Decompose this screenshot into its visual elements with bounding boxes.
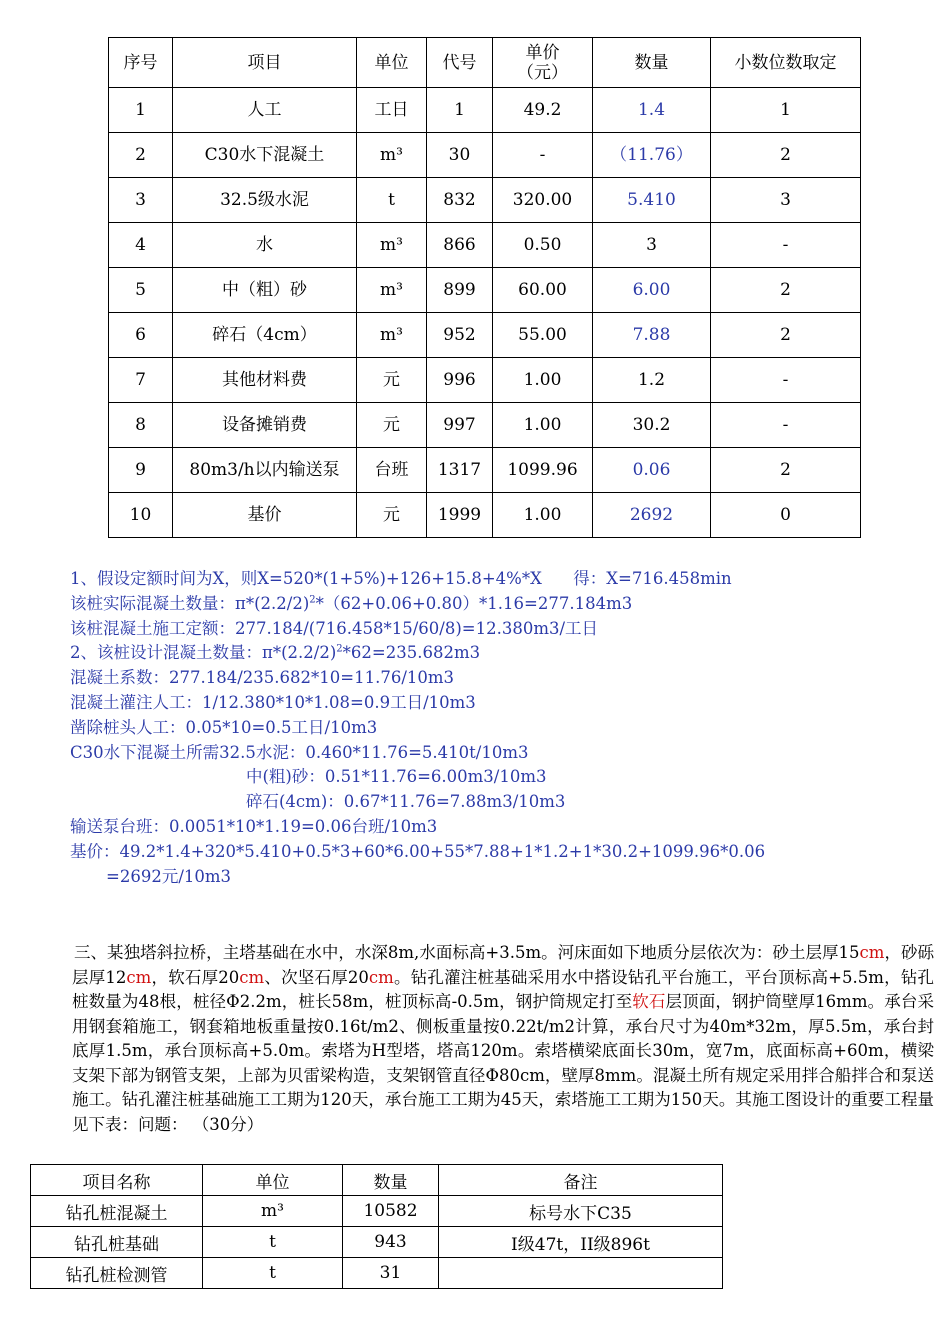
cell: 碎石（4cm） [173, 313, 357, 358]
cell-quantity: 30.2 [593, 403, 711, 448]
calc-line: 混凝土灌注人工：1/12.380*10*1.08=0.9工日/10m3 [70, 692, 476, 712]
cell: 866 [427, 223, 493, 268]
header-cell: 单位 [203, 1165, 343, 1196]
cell-quantity: 1.4 [593, 88, 711, 133]
cell: 水 [173, 223, 357, 268]
cell: 1.00 [493, 403, 593, 448]
calc-line: 该桩实际混凝土数量：$\pi*(2.2/2)^2*(62+0.06+0.80)*1.16=277.184m3$ [70, 593, 633, 613]
cell: 钻孔桩混凝土 [31, 1196, 203, 1227]
cell: - [711, 223, 861, 268]
cell-quantity: 2692 [593, 493, 711, 538]
cell: 2 [109, 133, 173, 178]
cell: 基价 [173, 493, 357, 538]
table-row [31, 1196, 723, 1227]
cell-quantity: 3 [593, 223, 711, 268]
table-row [109, 133, 861, 178]
cell: - [711, 403, 861, 448]
cell: 30 [427, 133, 493, 178]
cell: 1999 [427, 493, 493, 538]
cell: m³ [203, 1196, 343, 1227]
table-row [109, 268, 861, 313]
cell: 设备摊销费 [173, 403, 357, 448]
highlight-cm: cm [368, 967, 394, 987]
highlight-cm: cm [126, 967, 152, 987]
problem-paragraph: 三、某独塔斜拉桥，主塔基础在水中，水深8m,水面标高+3.5m。河床面如下地质分层依次为：砂土层厚15cm，砂砾层厚12cm，软石厚20cm、次坚石厚20cm。钻孔灌注桩基础采用水中搭设钻孔平台施工，平台顶标高+5.5m，钻孔桩数量为48根，桩径Φ2.2m，桩长58m，桩顶标高-0.5m，钢护筒规定打至软石层顶面，钢护筒壁厚16mm。承台采用钢套箱施工，钢套箱地板重量按0.16t/m2、侧板重量按0.22t/m2计算，承台尺寸为40m*32m，厚5.5m，承台封底厚1.5m，承台顶标高+5.0m。索塔为H型塔，塔高120m。索塔横梁底面长30m，宽7m，底面标高+60m，横梁支架下部为钢管支架，上部为贝雷梁构造，支架钢管直径Φ80cm，壁厚8mm。混凝土所有规定采用拌合船拌合和泵送施工。钻孔灌注桩基础施工工期为120天，承台施工工期为45天，索塔施工工期为150天。其施工图设计的重要工程量见下表：问题： （30分） [72, 943, 934, 1134]
cell: 1317 [427, 448, 493, 493]
cell: 31 [343, 1258, 439, 1289]
table-row [109, 223, 861, 268]
cell: t [357, 178, 427, 223]
cell: 钻孔桩检测管 [31, 1258, 203, 1289]
cell: 2 [711, 133, 861, 178]
header-cell: 数量 [343, 1165, 439, 1196]
cell-quantity: 1.2 [593, 358, 711, 403]
cell: 5 [109, 268, 173, 313]
materials-table [108, 37, 861, 538]
cell: 997 [427, 403, 493, 448]
cell: 1.00 [493, 493, 593, 538]
cell: 60.00 [493, 268, 593, 313]
header-unit-price-line2: （元） [517, 62, 568, 83]
table-header-row [109, 38, 861, 88]
calc-line: 中(粗)砂：0.51*11.76=6.00m3/10m3 [246, 767, 547, 787]
cell: m³ [357, 133, 427, 178]
cell: 32.5级水泥 [173, 178, 357, 223]
cell: 943 [343, 1227, 439, 1258]
calc-line: C30水下混凝土所需32.5水泥：0.460*11.76=5.410t/10m3 [70, 742, 529, 762]
cell: 1 [109, 88, 173, 133]
cell: 元 [357, 358, 427, 403]
cell: - [711, 358, 861, 403]
header-cell: 代号 [427, 38, 493, 88]
cell: 其他材料费 [173, 358, 357, 403]
cell-quantity: （11.76） [593, 133, 711, 178]
cell: - [493, 133, 593, 178]
table-row [109, 493, 861, 538]
table-row [109, 313, 861, 358]
cell: 49.2 [493, 88, 593, 133]
calc-line: 碎石(4cm)：0.67*11.76=7.88m3/10m3 [246, 792, 566, 812]
table-row [109, 358, 861, 403]
cell: 中（粗）砂 [173, 268, 357, 313]
calc-line: 凿除桩头人工：0.05*10=0.5工日/10m3 [70, 717, 378, 737]
quantities-table [30, 1164, 723, 1289]
cell-quantity: 0.06 [593, 448, 711, 493]
cell: 元 [357, 403, 427, 448]
header-cell: 数量 [593, 38, 711, 88]
table-row [109, 403, 861, 448]
cell-quantity: 7.88 [593, 313, 711, 358]
calc-line: 1、假设定额时间为X，则X=520*(1+5%)+126+15.8+4%*X 得：X=716.458min [70, 569, 732, 588]
cell: 工日 [357, 88, 427, 133]
cell: 人工 [173, 88, 357, 133]
cell: 10582 [343, 1196, 439, 1227]
calc-line: 基价：49.2*1.4+320*5.410+0.5*3+60*6.00+55*7.88+1*1.2+1*30.2+1099.96*0.06 [70, 841, 766, 861]
table-row [109, 88, 861, 133]
calc-line: 混凝土系数：277.184/235.682*10=11.76/10m3 [70, 668, 455, 688]
table-row [109, 178, 861, 223]
cell: 10 [109, 493, 173, 538]
cell: 台班 [357, 448, 427, 493]
cell: 元 [357, 493, 427, 538]
cell: 9 [109, 448, 173, 493]
cell: 6 [109, 313, 173, 358]
cell: 996 [427, 358, 493, 403]
cell: t [203, 1227, 343, 1258]
table-header-row [31, 1165, 723, 1196]
cell: 55.00 [493, 313, 593, 358]
header-cell: 项目名称 [31, 1165, 203, 1196]
header-cell: 备注 [439, 1165, 723, 1196]
cell: 1 [711, 88, 861, 133]
cell [439, 1258, 723, 1289]
cell: 2 [711, 448, 861, 493]
cell-quantity: 5.410 [593, 178, 711, 223]
cell: 2 [711, 268, 861, 313]
cell: 0 [711, 493, 861, 538]
cell: 952 [427, 313, 493, 358]
cell: 3 [711, 178, 861, 223]
cell: 7 [109, 358, 173, 403]
highlight-ruanshi: 软石 [632, 992, 666, 1011]
cell: 2 [711, 313, 861, 358]
header-cell-unit-price [493, 38, 593, 88]
header-cell: 项目 [173, 38, 357, 88]
cell: C30水下混凝土 [173, 133, 357, 178]
calc-line: =2692元/10m3 [106, 866, 232, 886]
calc-line: 2、该桩设计混凝土数量：$\pi*(2.2/2)^2*62=235.682m3$ [70, 643, 481, 663]
calc-line: 输送泵台班：0.0051*10*1.19=0.06台班/10m3 [70, 816, 438, 836]
cell: m³ [357, 313, 427, 358]
cell: 标号水下C35 [439, 1196, 723, 1227]
highlight-cm: cm [859, 943, 885, 962]
cell: 899 [427, 268, 493, 313]
cell: 8 [109, 403, 173, 448]
cell: Ⅰ级47t，ⅠⅠ级896t [439, 1227, 723, 1258]
calc-line: 该桩混凝土施工定额：277.184/(716.458*15/60/8)=12.380m3/工日 [70, 618, 599, 638]
cell: 4 [109, 223, 173, 268]
table-row [31, 1227, 723, 1258]
header-cell: 序号 [109, 38, 173, 88]
cell: 1 [427, 88, 493, 133]
cell: 1099.96 [493, 448, 593, 493]
cell: 0.50 [493, 223, 593, 268]
cell: 320.00 [493, 178, 593, 223]
highlight-cm: cm [239, 967, 265, 987]
cell: m³ [357, 223, 427, 268]
calculation-block [70, 567, 930, 889]
cell-quantity: 6.00 [593, 268, 711, 313]
cell: 80m3/h以内输送泵 [173, 448, 357, 493]
cell: m³ [357, 268, 427, 313]
header-cell: 小数位数取定 [711, 38, 861, 88]
header-unit-price-line1: 单价 [525, 42, 560, 63]
cell: t [203, 1258, 343, 1289]
header-cell: 单位 [357, 38, 427, 88]
cell: 3 [109, 178, 173, 223]
cell: 1.00 [493, 358, 593, 403]
table-row [31, 1258, 723, 1289]
cell: 832 [427, 178, 493, 223]
table-row [109, 448, 861, 493]
cell: 钻孔桩基础 [31, 1227, 203, 1258]
